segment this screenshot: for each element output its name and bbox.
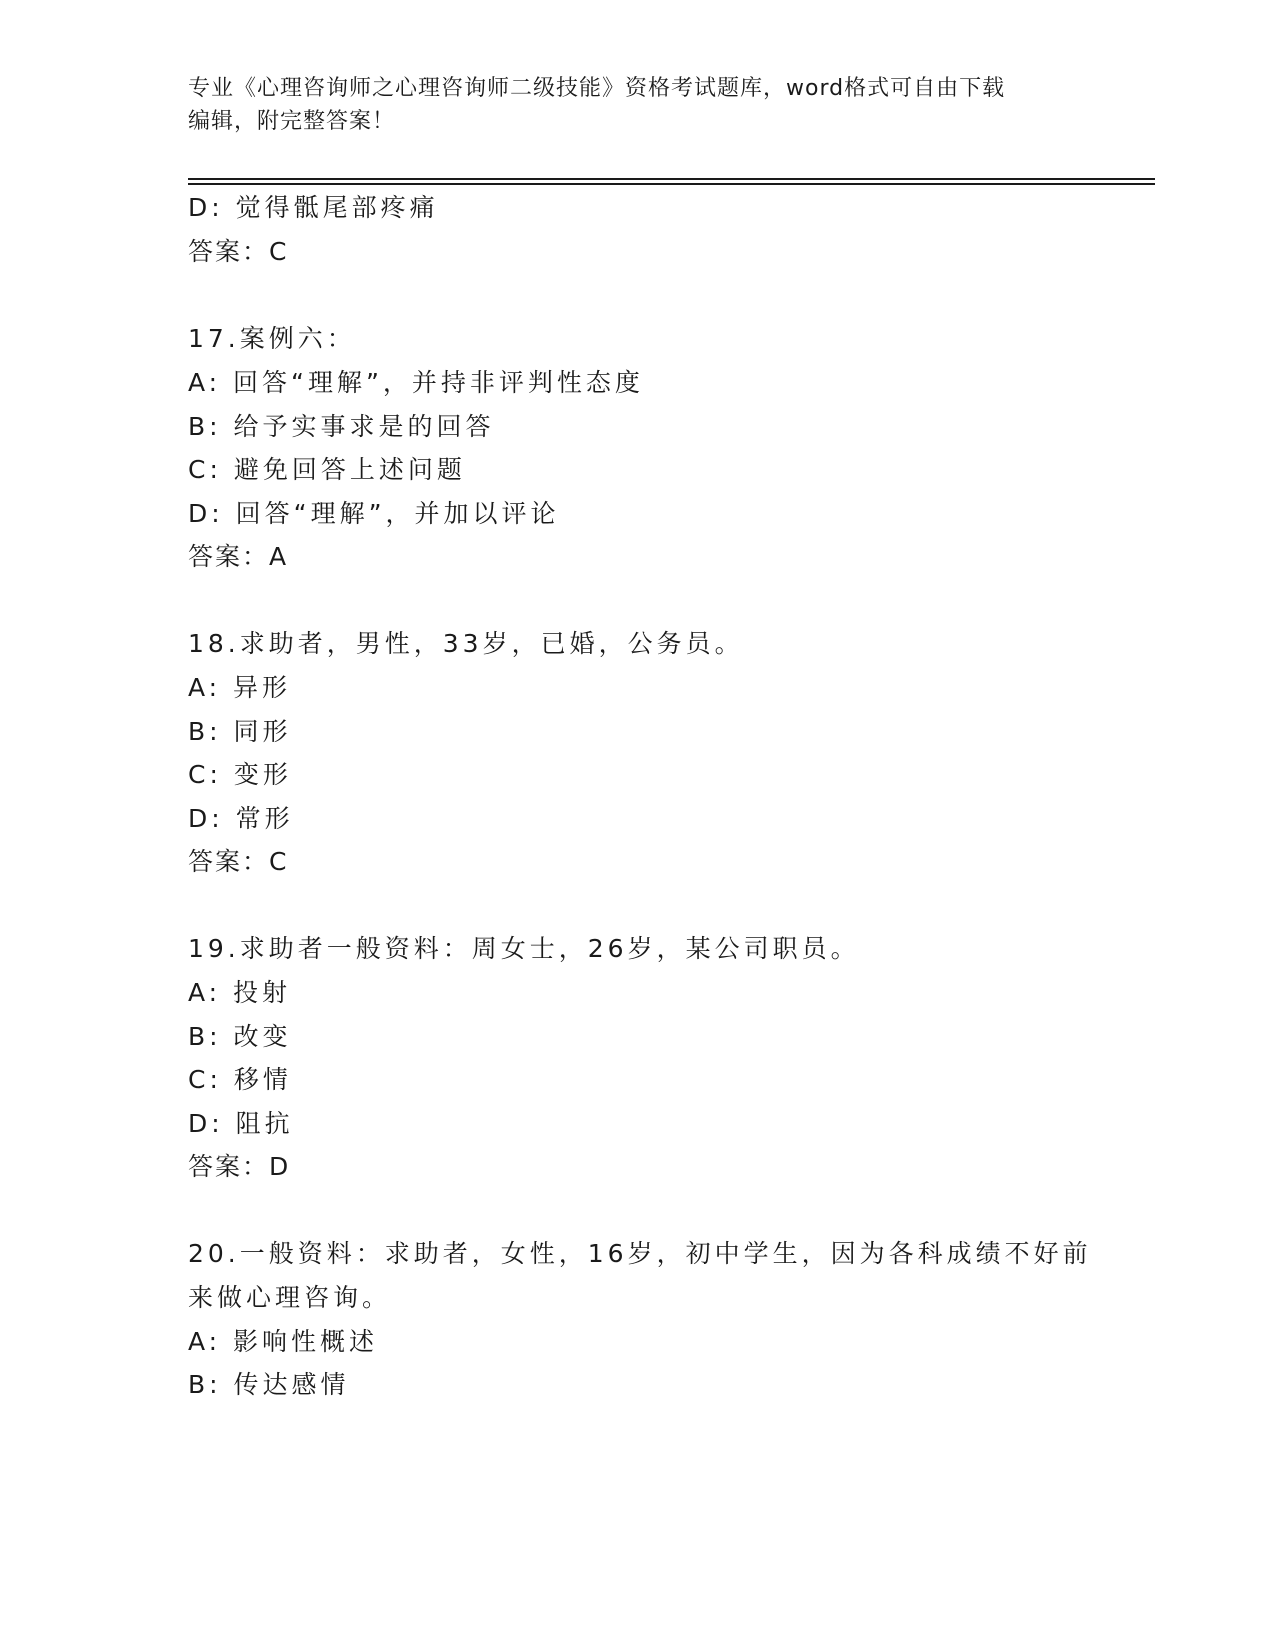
question-line: 18.求助者，男性，33岁，已婚，公务员。 <box>188 629 744 658</box>
question-line: 17.案例六： <box>188 324 356 353</box>
option-line: D: 觉得骶尾部疼痛 <box>188 193 439 222</box>
answer-line: 答案：A <box>188 542 289 571</box>
option-line: A: 异形 <box>188 673 292 702</box>
header-line-1: 专业《心理咨询师之心理咨询师二级技能》资格考试题库，word格式可自由下载 <box>188 76 1006 101</box>
answer-line: 答案：C <box>188 847 289 876</box>
question-line: 来做心理咨询。 <box>188 1283 392 1312</box>
question-line: 20.一般资料：求助者，女性，16岁，初中学生，因为各科成绩不好前 <box>188 1239 1092 1268</box>
header-rule-bottom <box>188 183 1155 185</box>
option-line: D: 阻抗 <box>188 1109 294 1138</box>
header-line-2: 编辑，附完整答案！ <box>188 109 396 134</box>
option-line: B: 给予实事求是的回答 <box>188 412 495 441</box>
option-line: D: 回答“理解”，并加以评论 <box>188 499 560 528</box>
option-line: C: 避免回答上述问题 <box>188 455 466 484</box>
header-rule-top <box>188 178 1155 180</box>
document-header <box>188 72 1088 138</box>
option-line: C: 移情 <box>188 1065 292 1094</box>
answer-line: 答案：C <box>188 237 289 266</box>
option-line: A: 影响性概述 <box>188 1327 379 1356</box>
option-line: A: 回答“理解”，并持非评判性态度 <box>188 368 644 397</box>
answer-line: 答案：D <box>188 1152 291 1181</box>
option-line: B: 改变 <box>188 1022 292 1051</box>
option-line: B: 同形 <box>188 717 292 746</box>
question-line: 19.求助者一般资料：周女士，26岁，某公司职员。 <box>188 934 860 963</box>
option-line: B: 传达感情 <box>188 1370 350 1399</box>
option-line: C: 变形 <box>188 760 292 789</box>
option-line: D: 常形 <box>188 804 294 833</box>
option-line: A: 投射 <box>188 978 292 1007</box>
